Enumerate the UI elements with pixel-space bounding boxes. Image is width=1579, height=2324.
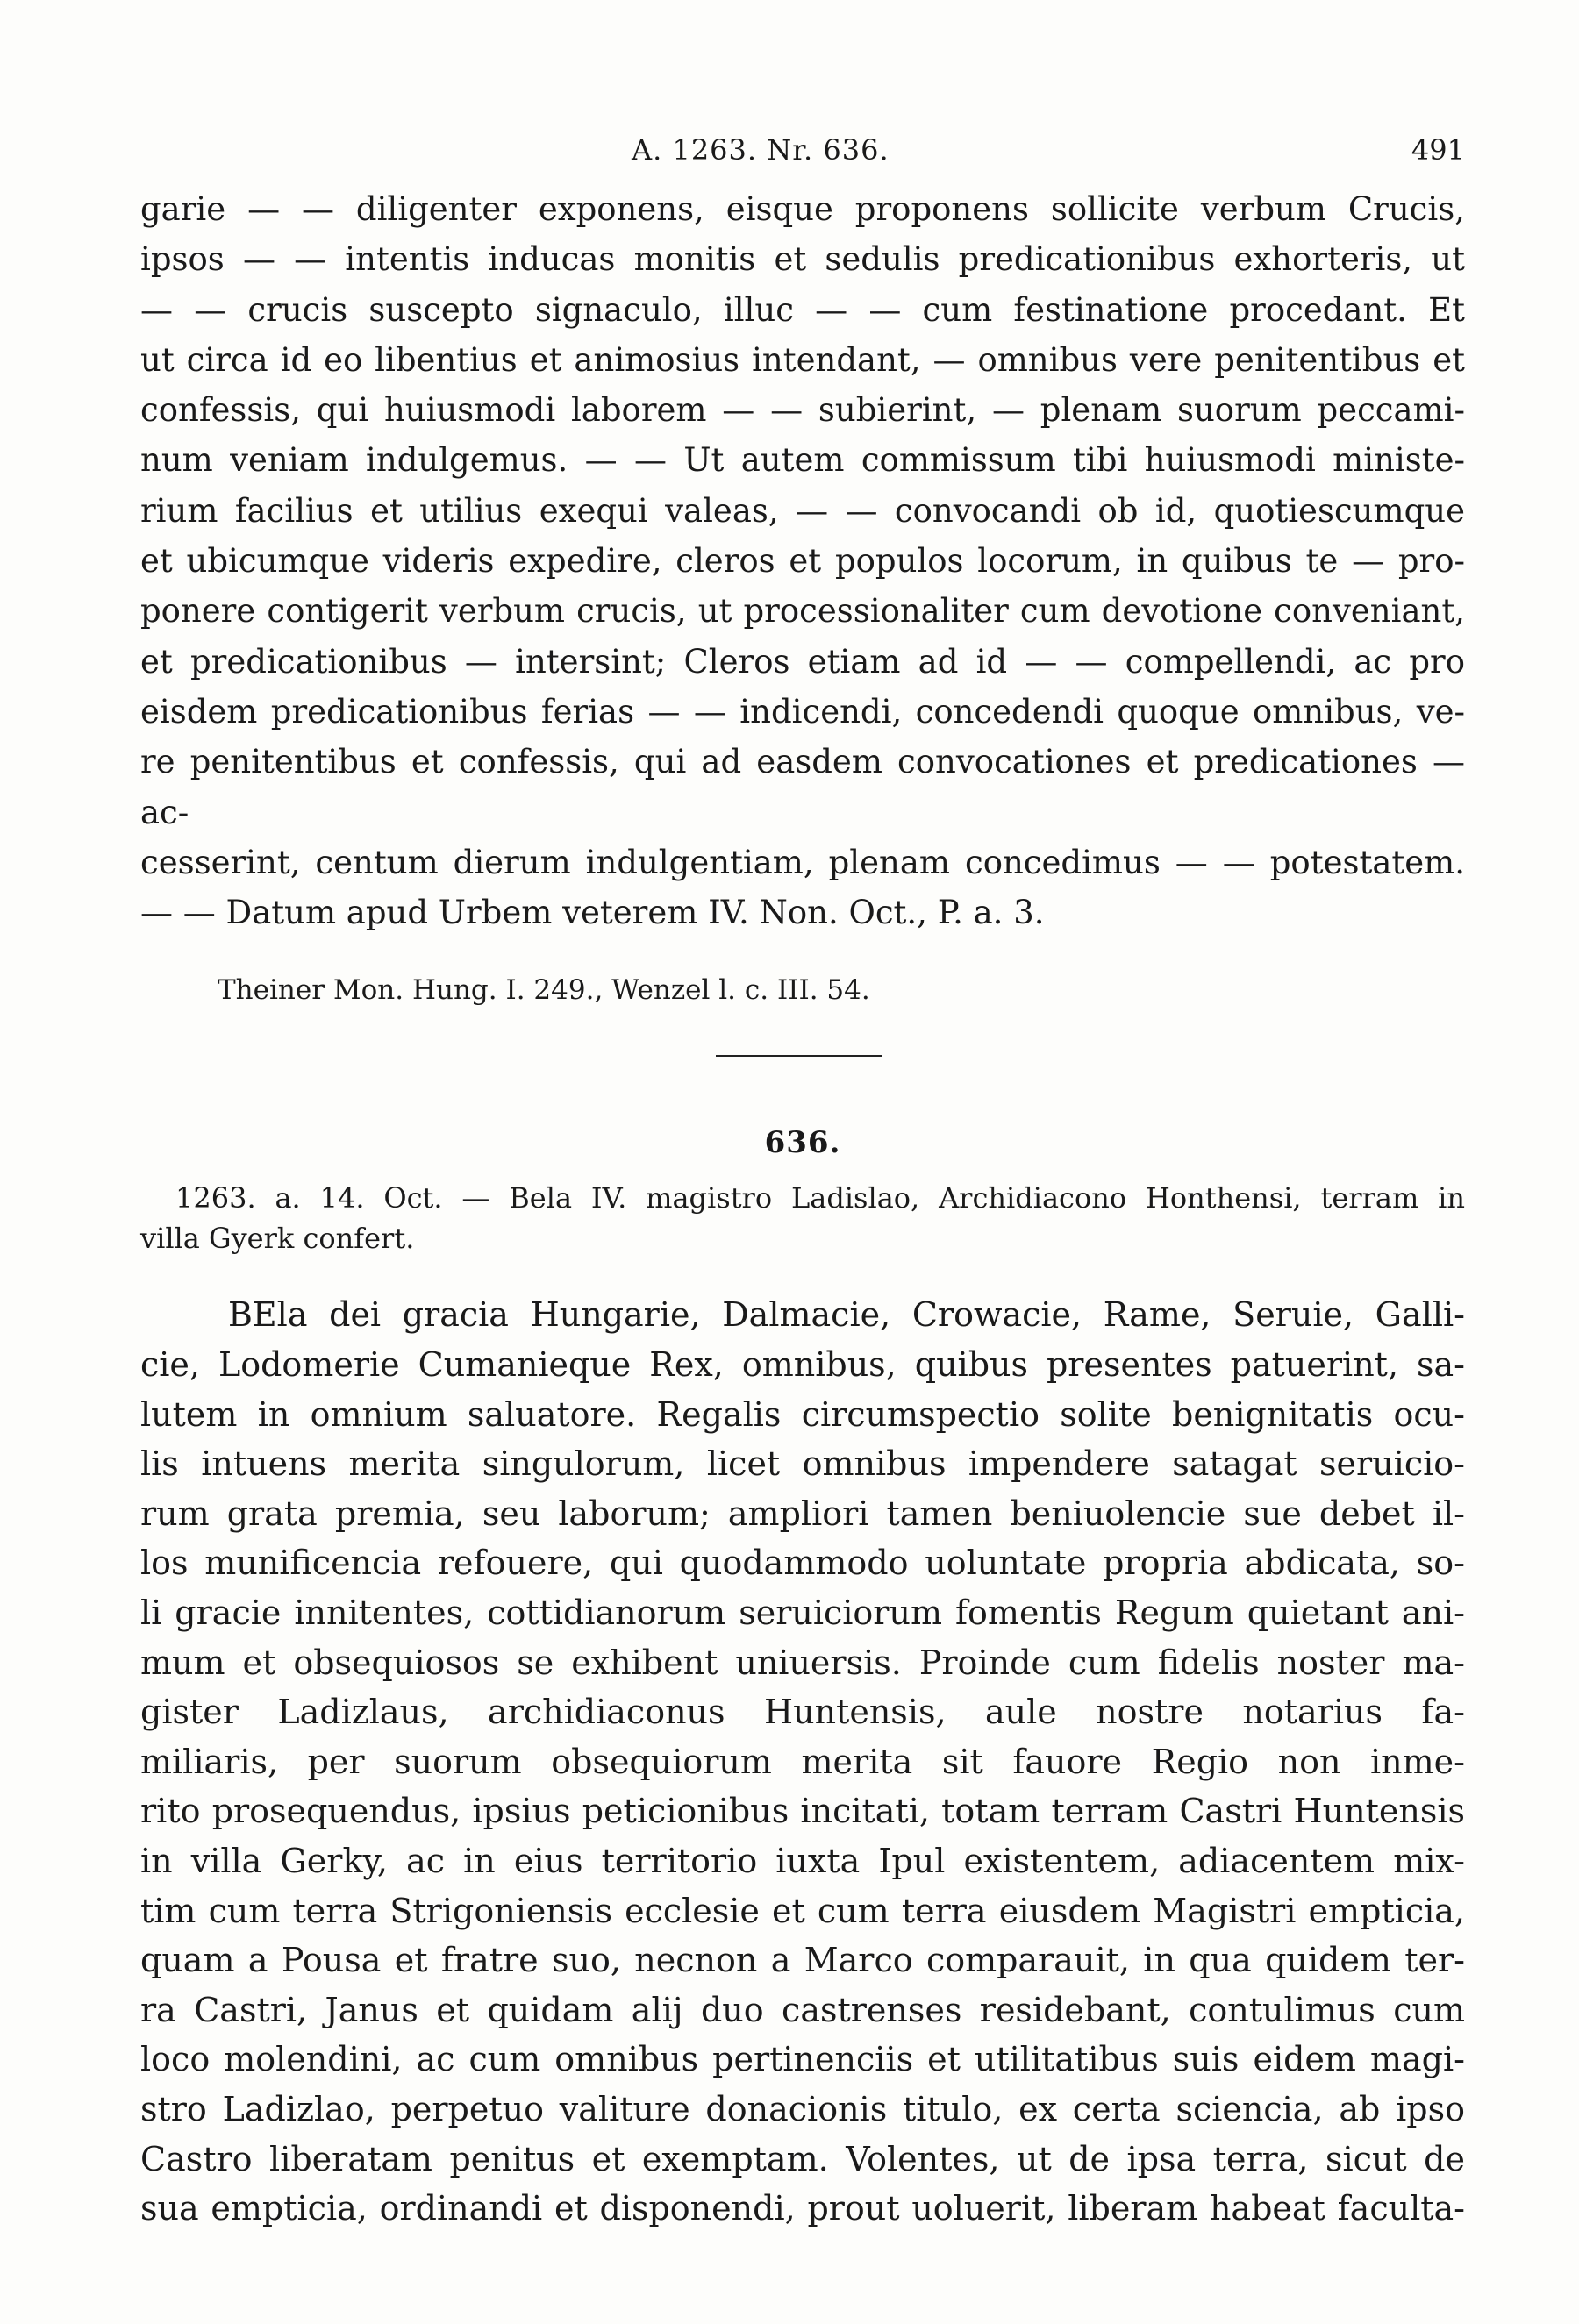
charter-line: quam a Pousa et fratre suo, necnon a Marco comparauit, in qua quidem ter- <box>140 1941 1465 1980</box>
charter-line: in villa Gerky, ac in eius territorio iuxta Ipul existentem, adiacentem mix- <box>140 1841 1465 1880</box>
charter-line: miliaris, per suorum obsequiorum merita sit fauore Regio non inme- <box>140 1742 1465 1781</box>
text-line: ipsos — — intentis inducas monitis et sedulis predicationibus exhorteris, ut <box>140 240 1465 279</box>
text-line: re penitentibus et confessis, qui ad easdem convocationes et predicationes — ac- <box>140 743 1465 831</box>
charter-line: li gracie innitentes, cottidianorum seruiciorum fomentis Regum quietant ani- <box>140 1593 1465 1633</box>
charter-line: cie, Lodomerie Cumanieque Rex, omnibus, quibus presentes patuerint, sa- <box>140 1345 1465 1385</box>
text-line: rium facilius et utilius exequi valeas, — — convocandi ob id, quotiescumque <box>140 491 1465 530</box>
document-number: 636. <box>764 1125 841 1161</box>
charter-line: stro Ladizlao, perpetuo valiture donacionis titulo, ex certa sciencia, ab ipso <box>140 2089 1465 2128</box>
text-line: — — Datum apud Urbem veterem IV. Non. Oct., P. a. 3. <box>140 894 1045 932</box>
charter-line: gister Ladizlaus, archidiaconus Huntensis, aule nostre notarius fa- <box>140 1693 1465 1732</box>
text-line: eisdem predicationibus ferias — — indicendi, concedendi quoque omnibus, ve- <box>140 692 1465 731</box>
charter-line: sua empticia, ordinandi et disponendi, prout uoluerit, liberam habeat faculta- <box>140 2189 1465 2228</box>
running-title: A. 1263. Nr. 636. <box>632 133 890 167</box>
charter-line: mum et obsequiosos se exhibent uniuersis. Proinde cum fidelis noster ma- <box>140 1643 1465 1682</box>
text-line: et predicationibus — intersint; Cleros etiam ad id — — compellendi, ac pro <box>140 642 1465 681</box>
text-line: et ubicumque videris expedire, cleros et populos locorum, in quibus te — pro- <box>140 542 1465 581</box>
document-regest <box>140 1178 1465 1258</box>
page-header <box>140 114 1465 184</box>
regest-line: 1263. a. 14. Oct. — Bela IV. magistro Ladislao, Archidiacono Honthensi, terram in <box>175 1181 1465 1215</box>
charter-line: tim cum terra Strigoniensis ecclesie et cum terra eiusdem Magistri empticia, <box>140 1891 1465 1930</box>
text-line: cesserint, centum dierum indulgentiam, plenam concedimus — — potestatem. <box>140 843 1465 881</box>
text-line: ponere contigerit verbum crucis, ut processionaliter cum devotione conveniant, <box>140 592 1465 631</box>
regest-line: villa Gyerk confert. <box>140 1222 415 1256</box>
charter-line: rito prosequendus, ipsius peticionibus incitati, totam terram Castri Huntensis <box>140 1792 1465 1831</box>
source-citation: Theiner Mon. Hung. I. 249., Wenzel l. c. III. 54. <box>218 974 870 1007</box>
preceding-document-text <box>140 184 1465 937</box>
charter-text <box>140 1290 1465 2233</box>
charter-line: ra Castri, Janus et quidam alij duo castrenses residebant, contulimus cum <box>140 1990 1465 2029</box>
charter-line: lis intuens merita singulorum, licet omnibus impendere satagat seruicio- <box>140 1444 1465 1484</box>
text-line: confessis, qui huiusmodi laborem — — subierint, — plenam suorum peccami- <box>140 391 1465 430</box>
charter-line: Castro liberatam penitus et exemptam. Volentes, ut de ipsa terra, sicut de <box>140 2139 1465 2178</box>
section-divider <box>716 1055 882 1057</box>
text-line: ut circa id eo libentius et animosius intendant, — omnibus vere penitentibus et <box>140 340 1465 379</box>
charter-line: los munificencia refouere, qui quodammodo uoluntate propria abdicata, so- <box>140 1543 1465 1583</box>
text-line: garie — — diligenter exponens, eisque proponens sollicite verbum Crucis, <box>140 190 1465 228</box>
charter-line: rum grata premia, seu laborum; ampliori tamen beniuolencie sue debet il- <box>140 1493 1465 1533</box>
text-line: num veniam indulgemus. — — Ut autem commissum tibi huiusmodi ministe- <box>140 441 1465 480</box>
book-page <box>140 114 1465 2289</box>
charter-line: loco molendini, ac cum omnibus pertinenciis et utilitatibus suis eidem magi- <box>140 2040 1465 2079</box>
text-line: — — crucis suscepto signaculo, illuc — — cum festinatione procedant. Et <box>140 290 1465 329</box>
page-number: 491 <box>1411 133 1465 167</box>
charter-line: lutem in omnium saluatore. Regalis circumspectio solite benignitatis ocu- <box>140 1394 1465 1434</box>
charter-line: BEla dei gracia Hungarie, Dalmacie, Crowacie, Rame, Seruie, Galli- <box>228 1295 1465 1335</box>
